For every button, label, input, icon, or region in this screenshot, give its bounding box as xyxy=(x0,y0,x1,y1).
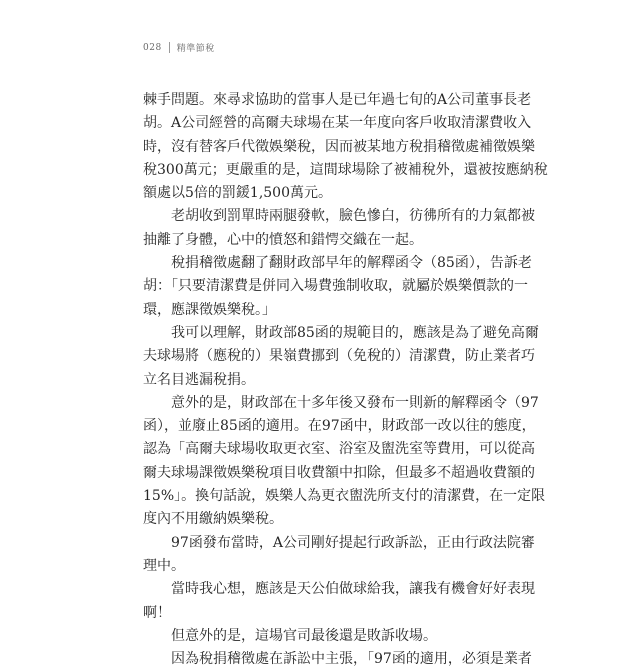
text-line: 老胡收到罰單時兩腿發軟，臉色慘白，彷彿所有的力氣都被 xyxy=(171,208,535,225)
body-text xyxy=(143,89,548,671)
text-line: 我可以理解，財政部85函的規範目的，應該是為了避免高爾 xyxy=(171,324,539,341)
text-line: 當時我心想，應該是天公伯做球給我，讓我有機會好好表現 xyxy=(171,581,535,598)
text-line: 稅捐稽徵處翻了翻財政部早年的解釋函令（85函），告訴老 xyxy=(171,255,532,272)
text-line: 理中。 xyxy=(143,557,185,574)
text-line: 因為稅捐稽徵處在訴訟中主張，「97函的適用，必須是業者 xyxy=(171,651,532,668)
text-line: 時，沒有替客戶代徵娛樂稅，因而被某地方稅捐稽徵處補徵娛樂 xyxy=(143,138,535,155)
text-line: 函），並廢止85函的適用。在97函中，財政部一改以往的態度， xyxy=(143,418,536,435)
text-line: 胡：「只要清潔費是併同入場費強制收取，就屬於娛樂價款的一 xyxy=(143,278,528,295)
text-line: 額處以5倍的罰鍰1,500萬元。 xyxy=(143,185,332,202)
text-line: 認為「高爾夫球場收取更衣室、浴室及盥洗室等費用，可以從高 xyxy=(143,441,535,458)
text-line: 啊！ xyxy=(143,604,171,621)
text-line: 爾夫球場課徵娛樂稅項目收費額中扣除，但最多不超過收費額的 xyxy=(143,464,535,481)
text-line: 環，應課徵娛樂稅。」 xyxy=(143,301,276,318)
text-line: 但意外的是，這場官司最後還是敗訴收場。 xyxy=(171,627,437,644)
text-line: 抽離了身體，心中的憤怒和錯愕交織在一起。 xyxy=(143,231,423,248)
text-line: 意外的是，財政部在十多年後又發布一則新的解釋函令（97 xyxy=(171,394,539,411)
text-line: 夫球場將（應稅的）果嶺費挪到（免稅的）清潔費，防止業者巧 xyxy=(143,348,535,365)
section-title: 精準節稅 xyxy=(176,44,215,54)
text-line: 稅300萬元；更嚴重的是，這間球場除了被補稅外，還被按應納稅 xyxy=(143,161,548,178)
text-line: 15%」。換句話說，娛樂人為更衣盥洗所支付的清潔費，在一定限 xyxy=(143,488,546,505)
text-line: 度內不用繳納娛樂稅。 xyxy=(143,511,283,528)
text-line: 97函發布當時，A公司剛好提起行政訴訟，正由行政法院審 xyxy=(171,534,535,551)
running-header xyxy=(143,41,215,54)
text-line: 棘手問題。來尋求協助的當事人是已年過七旬的A公司董事長老 xyxy=(143,92,532,108)
header-divider xyxy=(169,42,170,53)
text-line: 胡。A公司經營的高爾夫球場在某一年度向客戶收取清潔費收入 xyxy=(143,115,532,132)
text-line: 立名目逃漏稅捐。 xyxy=(143,371,255,388)
page-number: 028 xyxy=(143,42,162,53)
